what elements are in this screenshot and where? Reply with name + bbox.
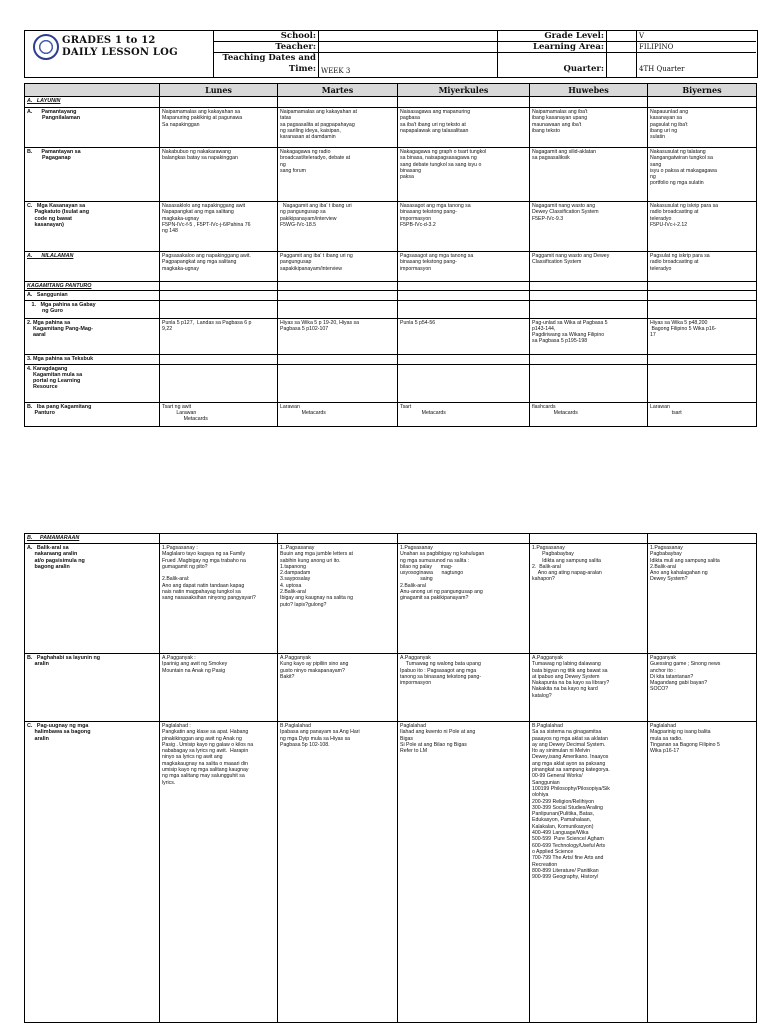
table-cell	[160, 282, 278, 291]
table-cell: Pag-unlad sa Wika at Pagbasa 5 p143-144, Pagdiriwang sa Wikang Filipino sa Pagbasa 5 p195-198	[530, 318, 648, 354]
table-cell: Nakasusulat ng talatang Nangangatwiran tungkol sa sang isyu o paksa at makagagawa ng portfolio ng mga sulatin	[648, 148, 757, 202]
table-cell: Nagagamit ang silid-aklatan sa pagsasaliksik	[530, 148, 648, 202]
table-row	[25, 354, 757, 364]
table-cell: Larawan tsart	[648, 402, 757, 426]
day-header-tuesday: Martes	[278, 84, 398, 97]
table-cell: Nakasusulat ng iskrip para sa radio broadcasting at teleradyo F5PU-IVc-i-2.12	[648, 202, 757, 252]
table-cell: Nakabubuo ng nakakarawang balangkas batay sa napakinggan	[160, 148, 278, 202]
table-cell: Napauunlad ang kasanayan sa pagsulat ng iba't ibang uri ng sulatin	[648, 108, 757, 148]
table-cell	[160, 354, 278, 364]
table-cell	[160, 300, 278, 318]
grade-value: V	[639, 32, 645, 40]
table-cell	[530, 354, 648, 364]
row-label: 1. Mga pahina sa Gabay ng Guro	[25, 300, 160, 318]
table-cell	[160, 364, 278, 402]
row-label: A. LAYUNIN	[25, 97, 160, 108]
title-line1: GRADES 1 to 12	[62, 35, 156, 46]
row-label: 4. Karagdagang Kagamitan mula sa portal ng Learning Resource	[25, 364, 160, 402]
dates-label: Teaching Dates and Time:	[222, 53, 316, 74]
table-cell: A.Pagganyak Tumawag ng labing dalawang bata bigyan ng titik ang bawat sa at ipabuo ang Dewey System Nakapunta na ba kayo sa library? Nakakita na ba kayo ng kard katalog?	[530, 654, 648, 722]
row-label: 2. Mga pahina sa Kagamitang Pang-Mag- aaral	[25, 318, 160, 354]
table-cell: Larawan Metacards	[278, 402, 398, 426]
area-value: FILIPINO	[639, 43, 674, 51]
table-cell: Naipamamalas ang iba't ibang kasanayan upang maunawaan ang iba't ibang teksto	[530, 108, 648, 148]
quarter-value: 4TH Quarter	[639, 65, 685, 73]
table-cell	[530, 291, 648, 300]
table-cell: Nakagagawa ng graph o tsart tungkol sa binasa, naisapagsasagawa ng sang debate tungkol sa sang isyu o binasang paksa	[398, 148, 530, 202]
table-cell	[278, 282, 398, 291]
table-cell	[278, 300, 398, 318]
table-row	[25, 108, 757, 148]
table-cell: Paglalahad Ilahad ang kwento ni Pole at ang Bigas Si Pole at ang Bilao ng Bigas Refer to LM	[398, 722, 530, 1023]
table-cell	[398, 291, 530, 300]
table-cell: Nasasagot ang mga tanong sa binasang tekstong pang- impormasyon F5PB-IVc-d-3.2	[398, 202, 530, 252]
table-cell: flashcards Metacards	[530, 402, 648, 426]
table-cell	[398, 97, 530, 108]
table-row	[25, 300, 757, 318]
table-row	[25, 252, 757, 282]
table-cell: Tsart ng awit Larawan Metacards	[160, 402, 278, 426]
table-cell: Tsart Metacards	[398, 402, 530, 426]
row-label: A. NILALAMAN	[25, 252, 160, 282]
table-cell	[278, 354, 398, 364]
row-label: A. Sanggunian	[25, 291, 160, 300]
quarter-label: Quarter:	[563, 64, 604, 74]
table-cell	[648, 291, 757, 300]
table-cell: Nagagamit nang wasto ang Dewey Classification System F5EP-IVc-9.3	[530, 202, 648, 252]
table-row	[25, 318, 757, 354]
table-cell	[278, 97, 398, 108]
table-cell	[648, 300, 757, 318]
table-cell	[648, 97, 757, 108]
row-label: A. Pamantayang Pangnilalaman	[25, 108, 160, 148]
table-cell	[398, 534, 530, 544]
table-cell: Pagsulat ng iskrip para sa radio broadcasting at teleradyo	[648, 252, 757, 282]
table-row	[25, 364, 757, 402]
table-cell	[530, 282, 648, 291]
table-cell: 1.Pagsasanay : Maglalaro tayo kagaya ng sa Family Frued .Magbigay ng mga trabaho na gumagamit ng pito? 2.Balik-aral: Ano ang dapat natin tandaan kapag nais natin magpahayag tungkol sa sang nasasaksihan ninyong pangyayari?	[160, 544, 278, 654]
table-cell: Nagagamit ang iba' t ibang uri ng pangungusap sa pakikipanayam/interview F5WG-IVc-18.5	[278, 202, 398, 252]
table-row	[25, 534, 757, 544]
table-row	[25, 402, 757, 426]
day-header-wednesday: Miyerkules	[398, 84, 530, 97]
table-cell	[398, 300, 530, 318]
table-cell	[160, 97, 278, 108]
table-cell: Pagsasakaloo ang napakinggang awit. Pagpapangkat ang mga salitang magkaka-ugnay	[160, 252, 278, 282]
row-label: B. Iba pang Kagamitang Panturo	[25, 402, 160, 426]
area-label: Learning Area:	[533, 42, 604, 52]
dates-value: WEEK 3	[321, 67, 351, 75]
table-cell	[648, 364, 757, 402]
table-cell: Paggamit nang wasto ang Dewey Classification System	[530, 252, 648, 282]
table-cell	[530, 534, 648, 544]
table-cell	[530, 364, 648, 402]
table-cell	[278, 364, 398, 402]
table-cell: Naipamamalas ang kakayahan at tatas sa pagsasalita at pagpapahayag ng sariling ideya, kaisipan, karanasan at damdamin	[278, 108, 398, 148]
table-cell: B.Paglalahad Ipabasa ang panayam sa Ang Hari ng mga Dyip mula sa Hiyas sa Pagbasa 5p 102-108.	[278, 722, 398, 1023]
row-label: KAGAMITANG PANTURO	[25, 282, 160, 291]
teacher-label: Teacher:	[275, 42, 316, 52]
table-cell: A.Pagganyak Tumawag ng walong bata upang Ipabuo ito : Pagsasagot ang mga tanong sa binasang tekstong pang- impormasyon	[398, 654, 530, 722]
row-label: B. PAMAMARAAN	[25, 534, 160, 544]
table-row	[25, 544, 757, 654]
table-cell	[530, 300, 648, 318]
day-header-thursday: Huwebes	[530, 84, 648, 97]
table-cell: Pagsasagot ang mga tanong sa binasang tekstong pang- impormasyon	[398, 252, 530, 282]
table-cell: Hiyas sa Wika 5 p48,200 Bagong Filipino 5 Wika p16- 17	[648, 318, 757, 354]
table-row	[25, 282, 757, 291]
table-cell: Naipamamalas ang kakayahan sa Mapanuring pakikinig at pagunawa Sa napakinggan	[160, 108, 278, 148]
table-cell: Nasasaklolo ang napakinggang awit Napapangkat ang mga salitang magkaka-ugnay F5PN-IVc-f-5 , F5PT-IVc-j-6/Pahina 76 ng 148	[160, 202, 278, 252]
title-line2: DAILY LESSON LOG	[62, 47, 178, 58]
row-label: 3. Mga pahina sa Teksbuk	[25, 354, 160, 364]
table-cell	[278, 534, 398, 544]
day-header-monday: Lunes	[160, 84, 278, 97]
table-cell: 1..Pagsasanay Buuin ang mga jumble letters at sabihin kung anong uri ito. 1.tapanong 2.dampadam 3.sayposalay 4. uptosa 2.Balik-aral Ibigay ang kaugnay na salita ng puto? lapis?gulong?	[278, 544, 398, 654]
table-cell: 1.Pagsasanay Pagbabaybay Idikta ang sampung salita 2. Balik-aral Ano ang ating napag-aralan kahapon?	[530, 544, 648, 654]
table-cell: Pagganyak Guessing game ; Sinong news anchor ito : Di kita tatantanan? Magandang gabi bayan? SOCO?	[648, 654, 757, 722]
table-row	[25, 291, 757, 300]
grade-label: Grade Level:	[544, 31, 604, 41]
table-row	[25, 722, 757, 1023]
table-row	[25, 148, 757, 202]
table-cell	[398, 364, 530, 402]
table-cell	[648, 282, 757, 291]
lesson-log-table-1	[24, 83, 757, 427]
table-cell	[278, 291, 398, 300]
table-cell: Naisasagawa ang mapanuring pagbasa sa iba't ibang uri ng teksto at napapalawak ang talasalitaan	[398, 108, 530, 148]
deped-seal-icon	[33, 34, 59, 60]
table-cell	[398, 354, 530, 364]
day-header-blank	[25, 84, 160, 97]
row-label: B. Paghahabi sa layunin ng aralin	[25, 654, 160, 722]
table-cell: Punla 5 p54-56	[398, 318, 530, 354]
day-header-friday: Biyernes	[648, 84, 757, 97]
table-row	[25, 202, 757, 252]
table-cell: 1.Pagsasanay Unahan sa pagbibigay ng kahulugan ng mga sumusunod na salita : bilao ng palay mag- usyosoginawa nagtungo saing 2.Balik-aral Anu-anong uri ng pangungusap ang ginagamit sa pakikipanayam?	[398, 544, 530, 654]
row-label: C. Mga Kasanayan sa Pagkatuto (Isulat ang code ng bawat kasanayan)	[25, 202, 160, 252]
table-cell: Paglalahad Magparinig ng isang balita mula sa radio. Tinganan sa Bagong Filipino 5 Wika p16-17	[648, 722, 757, 1023]
lesson-log-table-2	[24, 533, 757, 1023]
table-cell	[160, 291, 278, 300]
table-cell: 1.Pagsasanay Pagbabaybay Idikta muli ang sampung salita 2.Balik-aral Ano ang kahalagahan ng Dewey System?	[648, 544, 757, 654]
table-cell: Nakagagawa ng radio broadcast/teleradyo, debate at ng sang forum	[278, 148, 398, 202]
table-cell: Punla 5 p127, Landas sa Pagbasa 6 p 9,22	[160, 318, 278, 354]
table-cell	[398, 282, 530, 291]
table-cell: Paglalahad : Pangkatin ang klase sa apat. Habang pinakikinggan ang awit ng Anak ng Pasig . Umisip kayo ng galaw o kilos na nababagay sa lyrics ng awit. Harapin ninyo sa lyrics ng awit ang magkakaugnay na salita o maaari din umisip kayo ng mga salitang kaugnay ng mga salitang may salungguhit sa lyrics.	[160, 722, 278, 1023]
table-cell: A.Pagganyak : Iparinig ang awit ng Smokey Mountain na Anak ng Pasig	[160, 654, 278, 722]
table-cell: B.Paglalahad Sa sa sistema na ginagamitsa paaayos ng mga aklat sa aklatan ay ang Dewey Decimal System. Ito ay sinimulan ni Melvin Dewey,isang Amerikano. Inaayos ang mga aklat ayon sa paksang pinangkat sa sampung kategorya. 00-99 General Works/ Sanggunian 100199 Philosophy/Pilosopiya/Sik olohiya 200-299 Religion/Relihiyon 300-399 Social Studies/Araling Panlipunan(Pulitika, Batas, Edukasyon, Pamahalaan, Kalakalan, Komunikasyon) 400-499 Language/Wika 500-599 Pure Science/ Agham 600-699 Technology/Useful Arts o Applied Science 700-799 The Arts/ fine Arts and Recreation 800-899 Literature/ Panitikan 900-999 Geography, History/	[530, 722, 648, 1023]
table-cell	[648, 534, 757, 544]
table-cell	[530, 97, 648, 108]
row-label: B. Pamantayan sa Pagaganap	[25, 148, 160, 202]
day-header-row	[25, 84, 757, 97]
table-cell: Hiyas sa Wika 5 p 19-20, Hiyas sa Pagbasa 5 p102-107	[278, 318, 398, 354]
table-cell: Paggamit ang iba' t ibang uri ng pangungusap sapakikipanayam/interview	[278, 252, 398, 282]
table-row	[25, 654, 757, 722]
table-cell	[648, 354, 757, 364]
table-row	[25, 97, 757, 108]
school-label: School:	[280, 31, 316, 41]
table-cell	[160, 534, 278, 544]
row-label: C. Pag-uugnay ng mga halimbawa sa bagong aralin	[25, 722, 160, 1023]
table-cell: A.Pagganyak Kung kayo ay pipiliin sino ang gusto ninyo makapanayam? Bakit?	[278, 654, 398, 722]
row-label: A. Balik-aral sa nakaraang aralin at/o pagsisimula ng bagong aralin	[25, 544, 160, 654]
